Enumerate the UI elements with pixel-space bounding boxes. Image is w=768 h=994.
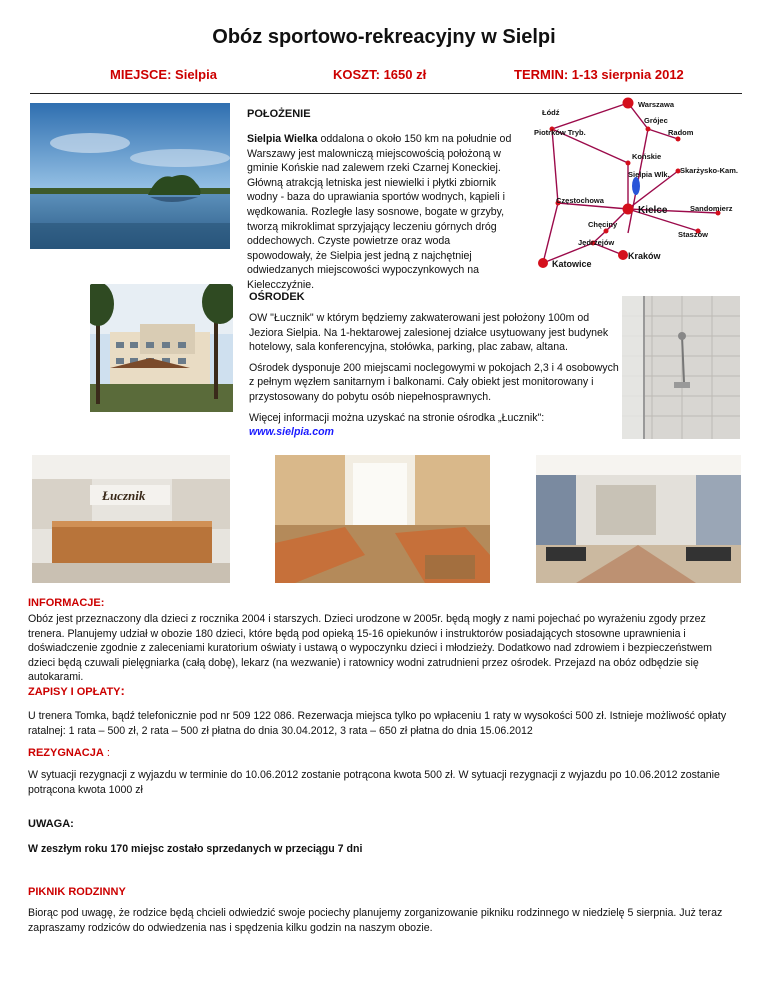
reception-photo bbox=[32, 455, 230, 583]
map-city: Kraków bbox=[628, 251, 661, 261]
place-value: Sielpia bbox=[175, 67, 217, 82]
map-city: Chęciny bbox=[588, 220, 618, 229]
location-text bbox=[247, 132, 515, 293]
map-city: Kielce bbox=[638, 205, 668, 216]
cost-value: : 1650 zł bbox=[375, 67, 427, 82]
map-city: Sandomierz bbox=[690, 204, 733, 213]
bedroom-photo bbox=[275, 455, 490, 583]
map-city: Sielpia Wlk. bbox=[628, 170, 670, 179]
term-info: TERMIN: 1-13 sierpnia 2012 bbox=[514, 67, 684, 82]
map-city: Końskie bbox=[632, 152, 662, 161]
location-heading: POŁOŻENIE bbox=[247, 108, 311, 120]
location-section bbox=[247, 108, 515, 293]
hall-photo bbox=[536, 455, 741, 583]
resort-paragraph-3: Więcej informacji można uzyskać na stronie ośrodka „Łucznik": bbox=[249, 411, 545, 424]
region-map bbox=[528, 93, 748, 271]
map-city: Katowice bbox=[552, 259, 592, 269]
hotel-building-photo bbox=[90, 284, 233, 412]
info-text: Obóz jest przeznaczony dla dzieci z rocznika 2004 i starszych. Dzieci urodzone w 2005r. będą mogły z nami pojechać po wyrażeniu zgody przez trenera. Planujemy udział w obozie 180 dzieci, które będą pod opieką 15-16 opiekunów i instruktorów posiadających stosowne uprawnienia i doświadczenie zgodnie z zaleceniami kuratorium oświaty i ustawą o wypoczynku dzieci i młodzieży. Dodatkowo nad zdrowiem i bezpieczeństwem dzieci będą czuwali pielęgniarka (całą dobę), lekarz (na wezwanie) i ratownicy wodni zatrudnieni przez ośrodek. Przejazd na obóz odbędzie się autokarami. bbox=[28, 613, 712, 684]
resort-website-link[interactable]: www.sielpia.com bbox=[249, 426, 334, 439]
cost-info bbox=[333, 67, 426, 82]
map-city: Grójec bbox=[644, 116, 668, 125]
resign-heading bbox=[28, 747, 110, 759]
lake-photo bbox=[30, 103, 230, 249]
resign-text: W sytuacji rezygnacji z wyjazdu w terminie do 10.06.2012 zostanie potrącona kwota 500 zł. W sytuacji rezygnacji z wyjazdu po 10.06.2012 zostanie potrącona kwota 1000 zł bbox=[28, 769, 720, 796]
place-label: MIEJSCE: bbox=[110, 67, 172, 82]
signup-heading bbox=[28, 683, 125, 698]
resign-heading-text: REZYGNACJA bbox=[28, 747, 104, 759]
resort-paragraph-1: OW "Łucznik" w którym będziemy zakwaterowani jest położony 100m od Jeziora Sielpia. Na 1-hektarowej zalesionej działce usytuowany jest budynek hotelowy, sala konferencyjna, stołówka, parking, plac zabaw, altana. bbox=[249, 312, 609, 354]
info-heading: INFORMACJE: bbox=[28, 597, 105, 609]
map-city: Piotrków Tryb. bbox=[534, 128, 586, 137]
picnic-heading: PIKNIK RODZINNY bbox=[28, 886, 126, 898]
map-city: Skarżysko-Kam. bbox=[680, 166, 738, 175]
map-city: Warszawa bbox=[638, 100, 674, 109]
map-city: Radom bbox=[668, 128, 694, 137]
resort-paragraph-2: Ośrodek dysponuje 200 miejscami noclegowymi w pokojach 2,3 i 4 osobowych z pełnym węzłem sanitarnym i balkonami. Cały obiekt jest monitorowany i przystosowany do pobytu osób niepełnosprawnych. bbox=[249, 361, 619, 403]
map-city: Częstochowa bbox=[556, 196, 604, 205]
picnic-text: Biorąc pod uwagę, że rodzice będą chcieli odwiedzić swoje pociechy planujemy zorganizowanie pikniku rodzinnego w niedzielę 5 sierpnia. Już teraz zapraszamy rodziców do odwiedzenia nas i spędzenia kilku godzin na naszym obozie. bbox=[28, 907, 723, 934]
reception-sign-text: Łucznik bbox=[102, 488, 146, 503]
map-city: Staszów bbox=[678, 230, 709, 239]
cost-label: KOSZT bbox=[333, 67, 376, 82]
signup-text: U trenera Tomka, bądź telefonicznie pod nr 509 122 086. Rezerwacja miejsca tylko po wpłaceniu 1 raty w wysokości 500 zł. Istnieje możliwość opłaty ratalnej: 1 rata – 500 zł, 2 rata – 500 zł płatna do dnia 30.04.2012, 3 rata – 650 zł płatna do dnia 15.06.2012 bbox=[28, 710, 727, 737]
warning-heading: UWAGA: bbox=[28, 818, 74, 830]
signup-heading-text: ZAPISY I OPŁATY bbox=[28, 686, 121, 698]
warning-text: W zeszłym roku 170 miejsc zostało sprzedanych w przeciągu 7 dni bbox=[28, 843, 363, 855]
map-city: Łódź bbox=[542, 108, 560, 117]
location-body: oddalona o około 150 km na południe od Warszawy jest malowniczą miejscowością położoną w gminie Końskie nad zalewem rzeki Czarnej Koneckiej. Główną atrakcją letniska jest niewielki i płytki zbiornik wodny - baza do uprawiania sportów wodnych, kąpieli i wędkowania. Rozległe lasy sosnowe, bogate w grzyby, tworzą mikroklimat sprzyjający leczeniu górnych dróg oddechowych. Czyste powietrze oraz woda spowodowały, że Sielpia jest jedną z najchętniej odwiedzanych miejscowości wypoczynkowych na Kielecczyźnie. bbox=[247, 133, 512, 291]
signup-heading-colon: : bbox=[120, 683, 125, 698]
place-info bbox=[110, 67, 217, 82]
resort-section bbox=[249, 291, 619, 440]
bathroom-photo bbox=[622, 296, 740, 439]
resort-heading: OŚRODEK bbox=[249, 291, 305, 303]
resign-heading-colon: : bbox=[103, 747, 110, 759]
location-lead: Sielpia Wielka bbox=[247, 133, 318, 145]
page-title: Obóz sportowo-rekreacyjny w Sielpi bbox=[212, 26, 556, 48]
map-city: Jędrzejów bbox=[578, 238, 615, 247]
